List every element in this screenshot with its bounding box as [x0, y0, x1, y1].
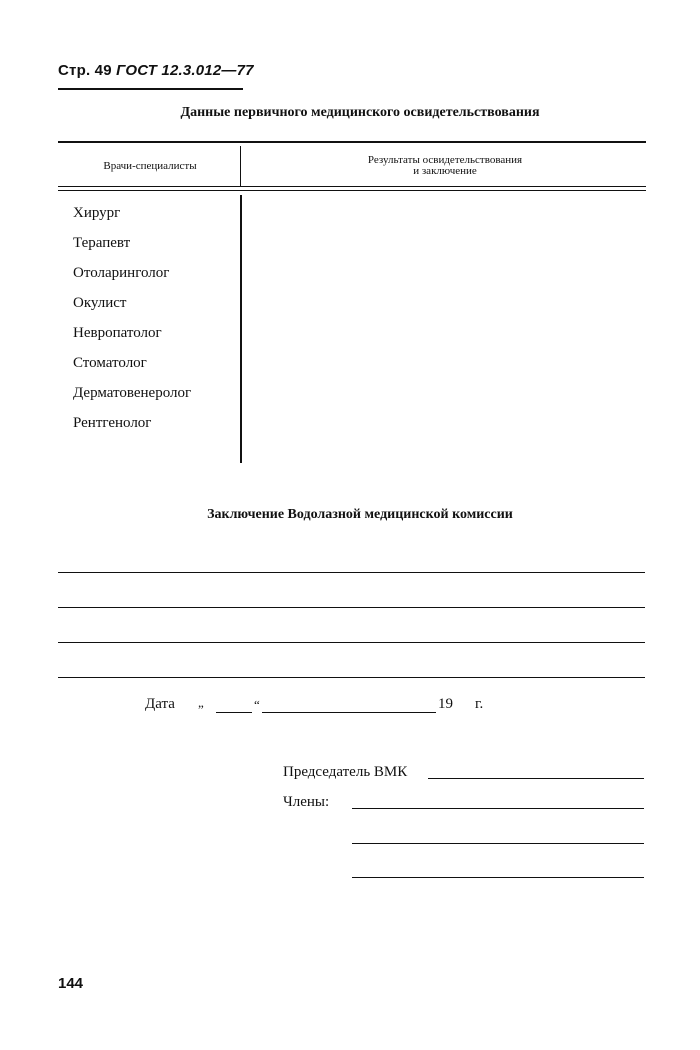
table-body-divider	[240, 195, 242, 463]
page-number: 144	[58, 975, 84, 992]
page-header	[58, 62, 254, 79]
table-header-bottom-border	[58, 186, 646, 187]
specialist-neurologist: Невропатолог	[73, 325, 162, 341]
column-header-results-line-1: Результаты освидетельствования	[367, 154, 523, 166]
date-year-prefix: 19	[438, 696, 453, 712]
specialist-therapist: Терапевт	[73, 235, 131, 251]
member-signature-line-2[interactable]	[352, 843, 644, 844]
header-underline	[58, 88, 243, 90]
date-close-quote: “	[254, 697, 260, 712]
chairman-signature-line[interactable]	[428, 778, 644, 779]
members-label: Члены:	[283, 794, 330, 810]
column-header-doctors: Врачи-специалисты	[103, 160, 197, 172]
column-header-results	[245, 155, 645, 177]
column-header-results-line-2: и заключение	[413, 165, 477, 177]
chairman-label: Председатель ВМК	[283, 764, 408, 780]
primary-exam-title: Данные первичного медицинского освидетельствования	[180, 105, 540, 120]
table-header-divider	[240, 146, 241, 186]
conclusion-line-3[interactable]	[58, 642, 645, 643]
specialist-surgeon: Хирург	[73, 205, 121, 221]
table-top-border	[58, 141, 646, 143]
date-year-suffix: г.	[475, 696, 484, 712]
specialist-ent: Отоларинголог	[73, 265, 170, 281]
member-signature-line-1[interactable]	[352, 808, 644, 809]
specialist-dentist: Стоматолог	[73, 355, 147, 371]
standard-number: ГОСТ 12.3.012—77	[116, 62, 254, 79]
specialist-radiologist: Рентгенолог	[73, 415, 152, 431]
date-open-quote: „	[198, 695, 204, 710]
conclusion-line-4[interactable]	[58, 677, 645, 678]
conclusion-line-2[interactable]	[58, 607, 645, 608]
commission-conclusion-title: Заключение Водолазной медицинской комиссии	[207, 507, 513, 522]
page-reference: Стр. 49	[58, 62, 112, 79]
member-signature-line-3[interactable]	[352, 877, 644, 878]
conclusion-line-1[interactable]	[58, 572, 645, 573]
specialist-dermatovenereologist: Дерматовенеролог	[73, 385, 192, 401]
date-label: Дата	[145, 696, 175, 712]
date-month-field[interactable]	[262, 712, 436, 713]
date-day-field[interactable]	[216, 712, 252, 713]
table-header-bottom-border-double	[58, 190, 646, 191]
specialist-ophthalmologist: Окулист	[73, 295, 127, 311]
